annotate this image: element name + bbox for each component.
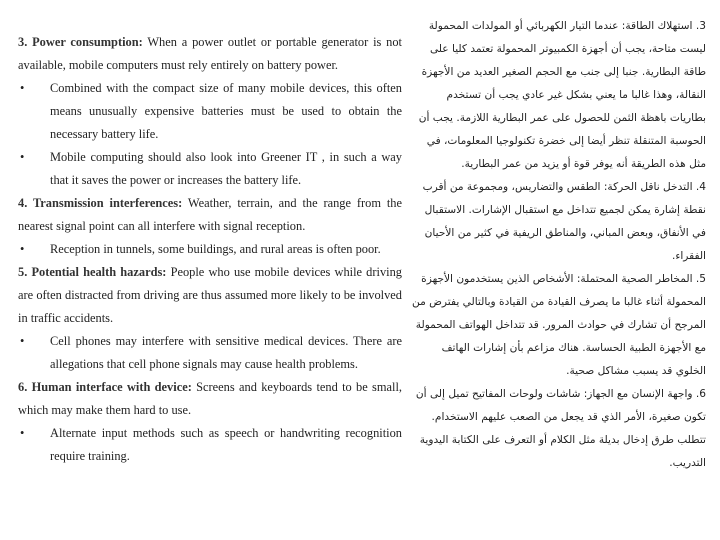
section-human-interface bbox=[18, 376, 402, 422]
bullet-text: Reception in tunnels, some buildings, and rural areas is often poor. bbox=[50, 242, 381, 256]
bullet-text: Mobile computing should also look into Greener IT , in such a way that it saves the power or increases the battery life. bbox=[50, 150, 402, 187]
bullet-item bbox=[18, 77, 402, 146]
bullet-item bbox=[18, 238, 402, 261]
bullet-text: Cell phones may interfere with sensitive medical devices. There are allegations that cell phone signals may cause health problems. bbox=[50, 334, 402, 371]
bullet-icon: • bbox=[20, 81, 25, 95]
bullet-icon: • bbox=[20, 150, 25, 164]
section-title: 4. Transmission interferences: bbox=[18, 196, 183, 210]
section-title: 5. Potential health hazards: bbox=[18, 265, 167, 279]
bullet-text: Combined with the compact size of many mobile devices, this often means unusually expensive batteries must be used to obtain the necessary battery life. bbox=[50, 81, 402, 141]
bullet-item bbox=[18, 146, 402, 192]
section-text: Weather, terrain, and the range from the nearest signal point can all interfere with signal reception. bbox=[18, 196, 402, 233]
bullet-icon: • bbox=[20, 334, 25, 348]
bullet-item bbox=[18, 422, 402, 468]
section-text: Screens and keyboards tend to be small, which may make them hard to use. bbox=[18, 380, 402, 417]
arabic-section-transmission-interferences: 4. التدخل ناقل الحركة: الطقس والتضاريس، ومجموعة من أقرب نقطة إشارة يمكن لجميع تتداخل مع استقبال الإشارات. الاستقبال في الأنفاق، وبعض المباني، والمناطق الريفية في كثير من الأحيان الفقراء. bbox=[422, 181, 706, 262]
arabic-column bbox=[412, 15, 706, 475]
section-text: People who use mobile devices while driving are often distracted from driving are thus assumed more likely to be involved in traffic accidents. bbox=[18, 265, 402, 325]
section-health-hazards bbox=[18, 261, 402, 330]
arabic-section-health-hazards: 5. المخاطر الصحية المحتملة: الأشخاص الذين يستخدمون الأجهزة المحمولة أثناء غالبا ما يصرف القيادة من القيادة وبالتالي يفترض من المرجح أن تشارك في حوادث المرور. قد تتداخل الهواتف المحمولة مع الأجهزة الطبية الحساسة. هناك مزاعم بأن إشارات الهاتف الخلوي قد يسبب مشاكل صحية. bbox=[412, 273, 706, 377]
bullet-item bbox=[18, 330, 402, 376]
arabic-section-power-consumption: 3. استهلاك الطاقة: عندما التيار الكهربائي أو المولدات المحمولة ليست متاحة، يجب أن أجهزة الكمبيوتر المحمولة تعتمد كليا على طاقة البطارية. جنبا إلى جنب مع الحجم الصغير العديد من الأجهزة النقالة، وهذا غالبا ما يعني بشكل غير عادي يجب أن تستخدم بطاريات باهظة الثمن للحصول على عمر البطارية اللازمة. يجب أن الحوسبة المتنقلة تنظر أيضا إلى خضرة تكنولوجيا المعلومات، في مثل هذه الطريقة أنه يوفر قوة أو يزيد من عمر البطارية. bbox=[418, 20, 706, 170]
bullet-icon: • bbox=[20, 426, 25, 440]
bullet-icon: • bbox=[20, 242, 25, 256]
section-power-consumption bbox=[18, 31, 402, 77]
section-title: 3. Power consumption: bbox=[18, 35, 143, 49]
bullet-text: Alternate input methods such as speech or handwriting recognition require training. bbox=[50, 426, 402, 463]
arabic-section-human-interface: 6. واجهة الإنسان مع الجهاز: شاشات ولوحات المفاتيح تميل إلى أن تكون صغيرة، الأمر الذي قد يجعل من الصعب عليهم الاستخدام. تتطلب طرق إدخال بديلة مثل الكلام أو التعرف على الكتابة اليدوية التدريب. bbox=[415, 388, 706, 469]
section-transmission-interferences bbox=[18, 192, 402, 238]
section-title: 6. Human interface with device: bbox=[18, 380, 192, 394]
english-column bbox=[18, 31, 402, 468]
section-text: When a power outlet or portable generator is not available, mobile computers must rely entirely on battery power. bbox=[18, 35, 403, 72]
